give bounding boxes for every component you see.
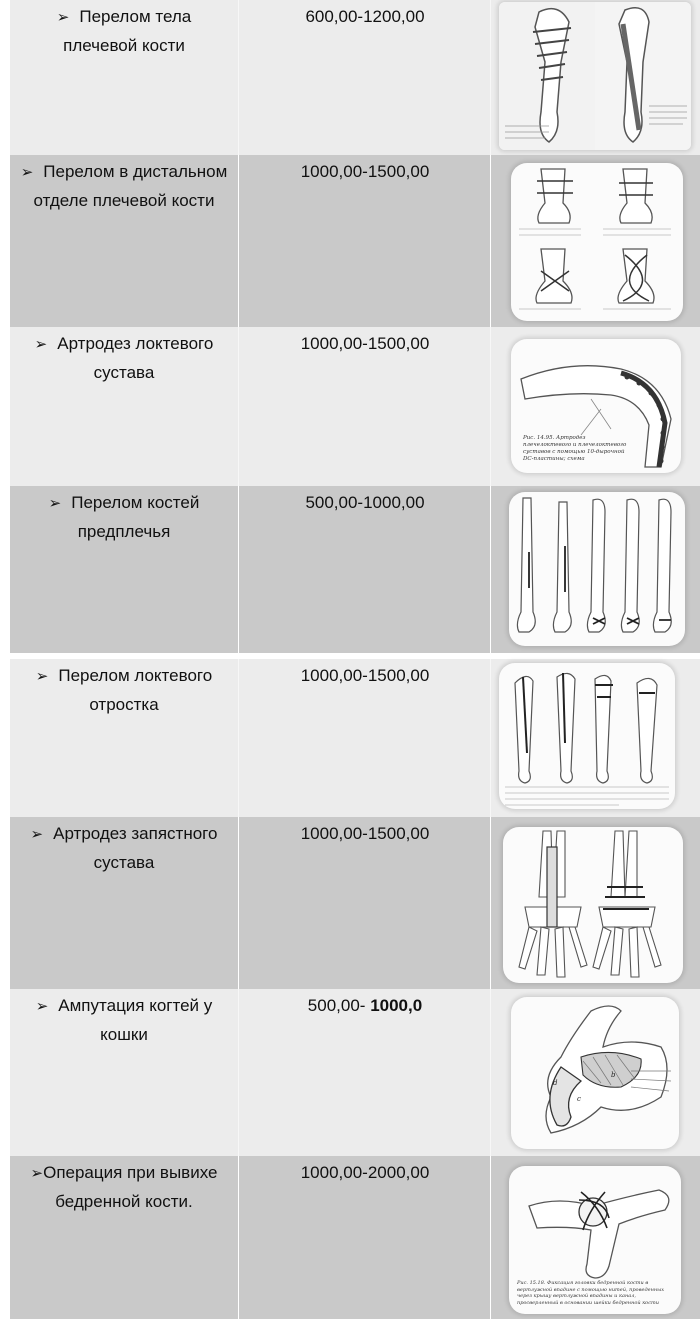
distal-humerus-fixation-icon [511,163,683,321]
bullet-icon: ➢ [48,495,62,512]
price-cell [238,486,491,653]
procedure-cell [10,659,238,817]
bullet-icon: ➢ [35,998,49,1015]
svg-text:b: b [611,1071,616,1079]
table-row [10,989,700,1156]
illustration-cell [490,1156,700,1319]
table-row [10,817,700,989]
forearm-fracture-icon [509,492,685,646]
illustration-cell [490,0,700,155]
procedure-cell [10,989,238,1156]
price-range: 1000,00-2000,00 [300,1163,430,1182]
bullet-icon: ➢ [35,668,49,685]
procedure-name: ➢ Ампутация когтей у кошки [35,996,213,1044]
svg-text:c: c [577,1095,581,1103]
olecranon-fracture-icon [499,663,675,809]
illustration-cell [490,486,700,653]
illustration-cell [490,659,700,817]
price-cell [238,659,491,817]
procedure-cell [10,817,238,989]
price-range: 1000,00-1500,00 [300,334,430,353]
table-row [10,659,700,817]
humerus-fracture-plate-icon [499,2,691,150]
price-range: 1000,00-1500,00 [300,666,430,685]
procedure-name: ➢ Перелом локтевого отростка [35,666,213,714]
price-range: 1000,00-1500,00 [300,824,430,843]
procedure-name: ➢Операция при вывихе бедренной кости. [30,1163,218,1211]
procedure-name: ➢ Артродез запястного сустава [30,824,218,872]
table-row [10,486,700,653]
price-range: 600,00-1200,00 [305,7,425,26]
illustration-caption: Рис. 14.95. Артродез плечелоктевого и плечелоктевого суставов с помощью 10-дырочной DC-пластины; схема [523,435,627,462]
bullet-icon: ➢ [34,336,48,353]
procedure-name: ➢ Перелом тела плечевой кости [56,7,192,55]
procedure-name: ➢ Перелом в дистальном отделе плечевой кости [20,162,228,210]
procedure-cell [10,486,238,653]
hip-luxation-fixation-icon [509,1166,681,1314]
claw-amputation-icon [511,997,679,1149]
table-row [10,155,700,327]
price-cell [238,327,491,486]
price-cell [238,0,491,155]
elbow-arthrodesis-plate-icon [511,339,681,473]
price-range: 500,00- 1000,0 [307,996,423,1015]
table-row [10,1156,700,1319]
svg-text:d: d [553,1079,558,1087]
price-range: 1000,00-1500,00 [300,162,430,181]
illustration-cell [490,817,700,989]
illustration-cell [490,155,700,327]
price-cell [238,1156,491,1319]
illustration-cell [490,327,700,486]
procedure-name: ➢ Артродез локтевого сустава [34,334,214,382]
table-row [10,327,700,486]
bullet-icon: ➢ [56,9,70,26]
bullet-icon: ➢ [30,826,44,843]
bullet-icon: ➢ [30,1165,44,1182]
procedure-cell [10,1156,238,1319]
carpal-arthrodesis-icon [503,827,683,983]
illustration-caption: Рис. 15.18. Фиксация головки бедренной кости в вертлужной впадине с помощью нитей, проведенных через крышу вертлужной впадины и канал, просверленный в основании шейки бедренной кости [517,1280,665,1306]
procedure-cell [10,0,238,155]
price-range: 500,00-1000,00 [305,493,425,512]
illustration-cell [490,989,700,1156]
bullet-icon: ➢ [20,164,34,181]
price-cell [238,817,491,989]
procedure-cell [10,155,238,327]
procedure-name: ➢ Перелом костей предплечья [48,493,200,541]
price-cell [238,155,491,327]
price-cell [238,989,491,1156]
table-row [10,0,700,155]
procedure-cell [10,327,238,486]
